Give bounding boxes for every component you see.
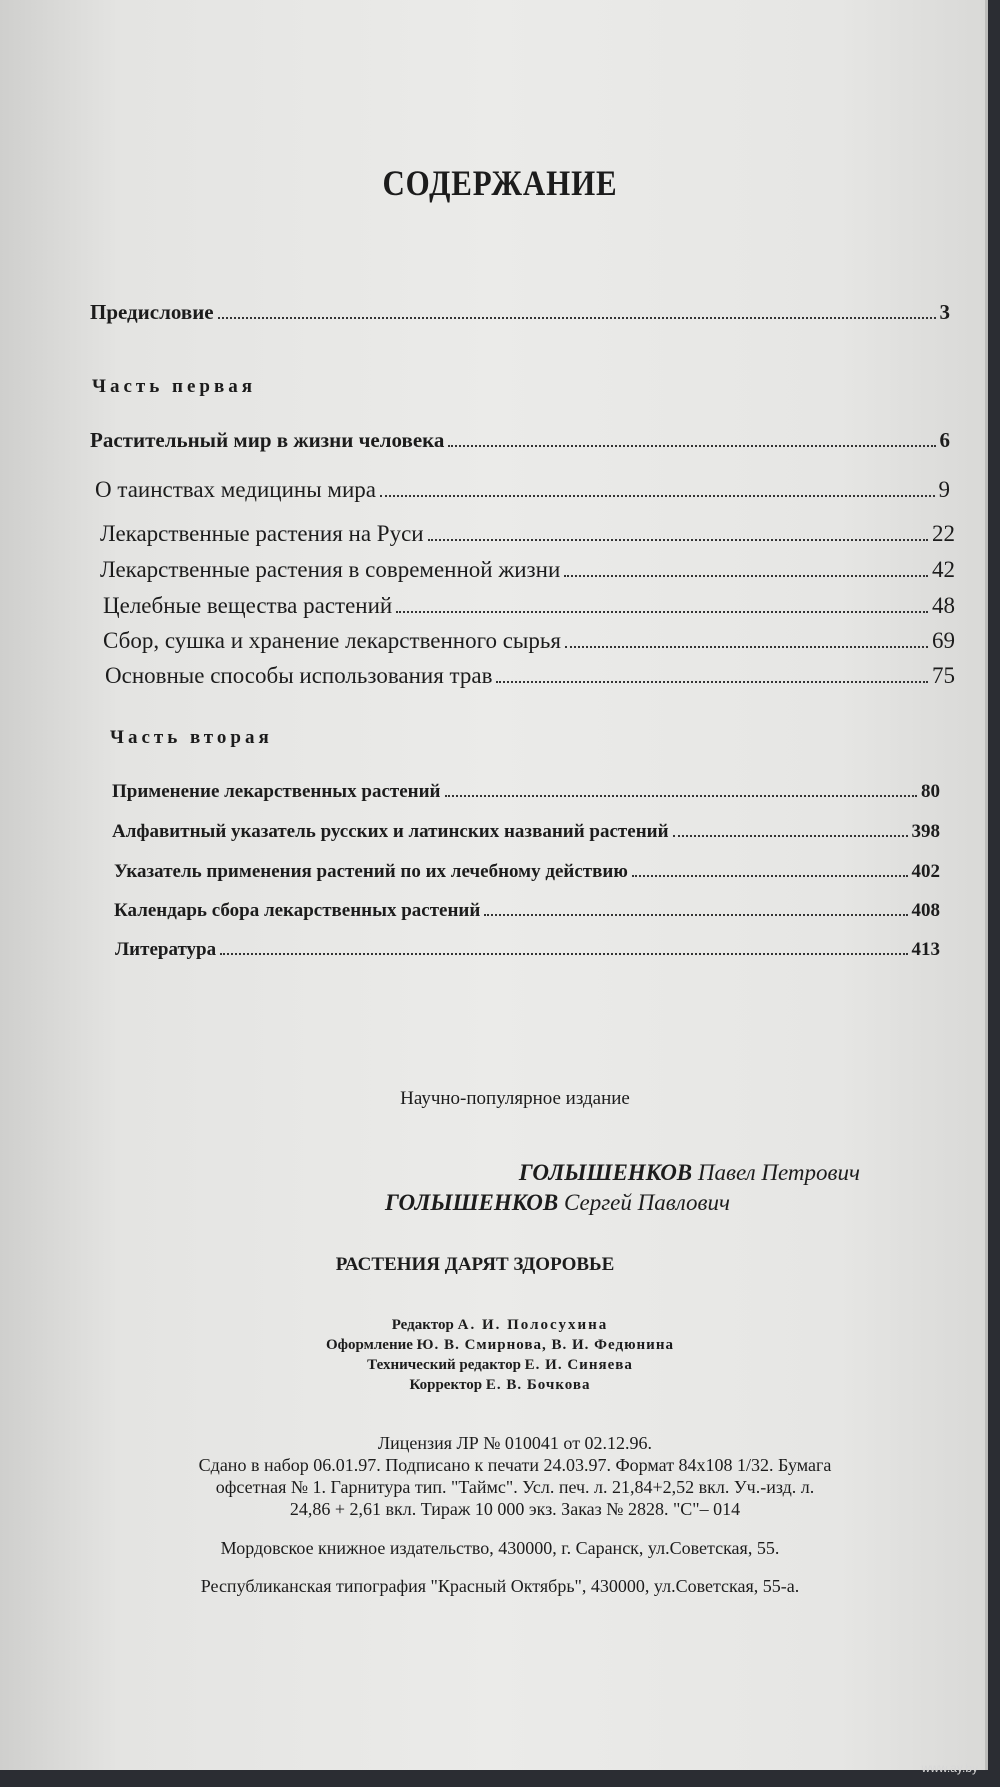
toc-entry-preface — [90, 300, 950, 325]
toc-page: 408 — [911, 900, 940, 922]
toc-entry — [103, 628, 955, 654]
toc-leader — [220, 938, 907, 955]
toc-leader — [673, 820, 908, 837]
toc-label: Календарь сбора лекарственных растений — [114, 900, 481, 922]
publisher-line: Мордовское книжное издательство, 430000, г. Саранск, ул.Советская, 55. — [220, 1538, 780, 1558]
toc-leader — [380, 477, 935, 497]
toc-leader — [484, 899, 907, 916]
toc-page: 80 — [921, 781, 940, 803]
toc-leader — [218, 300, 936, 319]
print-info-1: Сдано в набор 06.01.97. Подписано к печати 24.03.97. Формат 84х108 1/32. Бумага — [198, 1455, 832, 1475]
author-surname: ГОЛЫШЕНКОВ — [384, 1190, 559, 1215]
toc-leader — [564, 557, 928, 577]
toc-leader — [428, 521, 928, 541]
staff-role: Редактор — [391, 1317, 454, 1333]
toc-leader — [632, 860, 908, 877]
printer-line: Республиканская типография "Красный Октябрь", 430000, ул.Советская, 55-а. — [200, 1576, 800, 1596]
toc-label: Лекарственные растения в современной жизни — [100, 557, 561, 583]
staff-names: Е. В. Бочкова — [485, 1377, 591, 1393]
toc-entry — [95, 477, 950, 503]
toc-label: Применение лекарственных растений — [112, 781, 441, 803]
toc-leader — [445, 780, 918, 797]
toc-page: 22 — [932, 521, 955, 547]
toc-label: Предисловие — [90, 300, 214, 324]
toc-label: Сбор, сушка и хранение лекарственного сырья — [103, 628, 561, 654]
toc-entry — [112, 820, 940, 843]
toc-entry — [115, 938, 940, 961]
part-two-heading: Часть вторая — [110, 727, 273, 748]
toc-label: Растительный мир в жизни человека — [90, 428, 445, 452]
toc-label: Указатель применения растений по их лечебному действию — [114, 861, 628, 883]
toc-entry-part1-main — [90, 428, 950, 453]
toc-label: Литература — [115, 939, 217, 961]
toc-entry — [112, 780, 940, 803]
toc-entry — [100, 521, 955, 547]
toc-entry — [114, 899, 940, 922]
print-info-2: офсетная № 1. Гарнитура тип. "Таймс". Усл. печ. л. 21,84+2,52 вкл. Уч.-изд. л. — [215, 1477, 815, 1497]
author-surname: ГОЛЫШЕНКОВ — [518, 1160, 693, 1185]
toc-entry — [103, 593, 955, 619]
author-line — [270, 1190, 730, 1216]
toc-leader — [396, 593, 928, 613]
toc-page: 413 — [911, 939, 940, 961]
staff-role: Корректор — [409, 1377, 483, 1393]
toc-entry — [114, 860, 940, 883]
toc-leader — [496, 663, 928, 683]
toc-leader — [565, 628, 928, 648]
toc-label: О таинствах медицины мира — [95, 477, 376, 503]
toc-page: 402 — [911, 861, 940, 883]
toc-page: 6 — [939, 428, 950, 452]
part-one-heading: Часть первая — [92, 376, 256, 397]
staff-line — [250, 1337, 750, 1354]
edition-type: Научно-популярное издание — [400, 1088, 630, 1109]
toc-page: 69 — [932, 628, 955, 654]
author-name: Павел Петрович — [697, 1160, 860, 1185]
staff-names: А. И. Полосухина — [457, 1317, 609, 1333]
toc-leader — [448, 428, 935, 447]
book-title: РАСТЕНИЯ ДАРЯТ ЗДОРОВЬЕ — [335, 1254, 615, 1275]
toc-label: Основные способы использования трав — [105, 663, 493, 689]
author-name: Сергей Павлович — [564, 1190, 730, 1215]
author-line — [300, 1160, 860, 1186]
staff-names: Е. И. Синяева — [524, 1357, 633, 1373]
staff-names: Ю. В. Смирнова, В. И. Федюнина — [416, 1337, 674, 1353]
toc-page: 9 — [938, 477, 950, 503]
staff-role: Технический редактор — [367, 1357, 521, 1373]
toc-page: 398 — [911, 821, 940, 843]
toc-label: Целебные вещества растений — [103, 593, 393, 619]
toc-entry — [100, 557, 955, 583]
toc-label: Лекарственные растения на Руси — [100, 521, 424, 547]
toc-page: 48 — [932, 593, 955, 619]
toc-page: 3 — [939, 300, 950, 324]
toc-entry — [105, 663, 955, 689]
staff-line — [250, 1377, 750, 1394]
print-info-3: 24,86 + 2,61 вкл. Тираж 10 000 экз. Заказ № 2828. "С"– 014 — [289, 1499, 741, 1519]
toc-page: 42 — [932, 557, 955, 583]
toc-label: Алфавитный указатель русских и латинских названий растений — [112, 821, 669, 843]
page-title: СОДЕРЖАНИЕ — [382, 163, 618, 203]
license-line: Лицензия ЛР № 010041 от 02.12.96. — [377, 1433, 653, 1453]
staff-role: Оформление — [326, 1337, 413, 1353]
toc-page: 75 — [932, 663, 955, 689]
staff-line — [250, 1357, 750, 1374]
watermark-text: www.ay.by — [921, 1761, 978, 1775]
staff-line — [250, 1317, 750, 1334]
